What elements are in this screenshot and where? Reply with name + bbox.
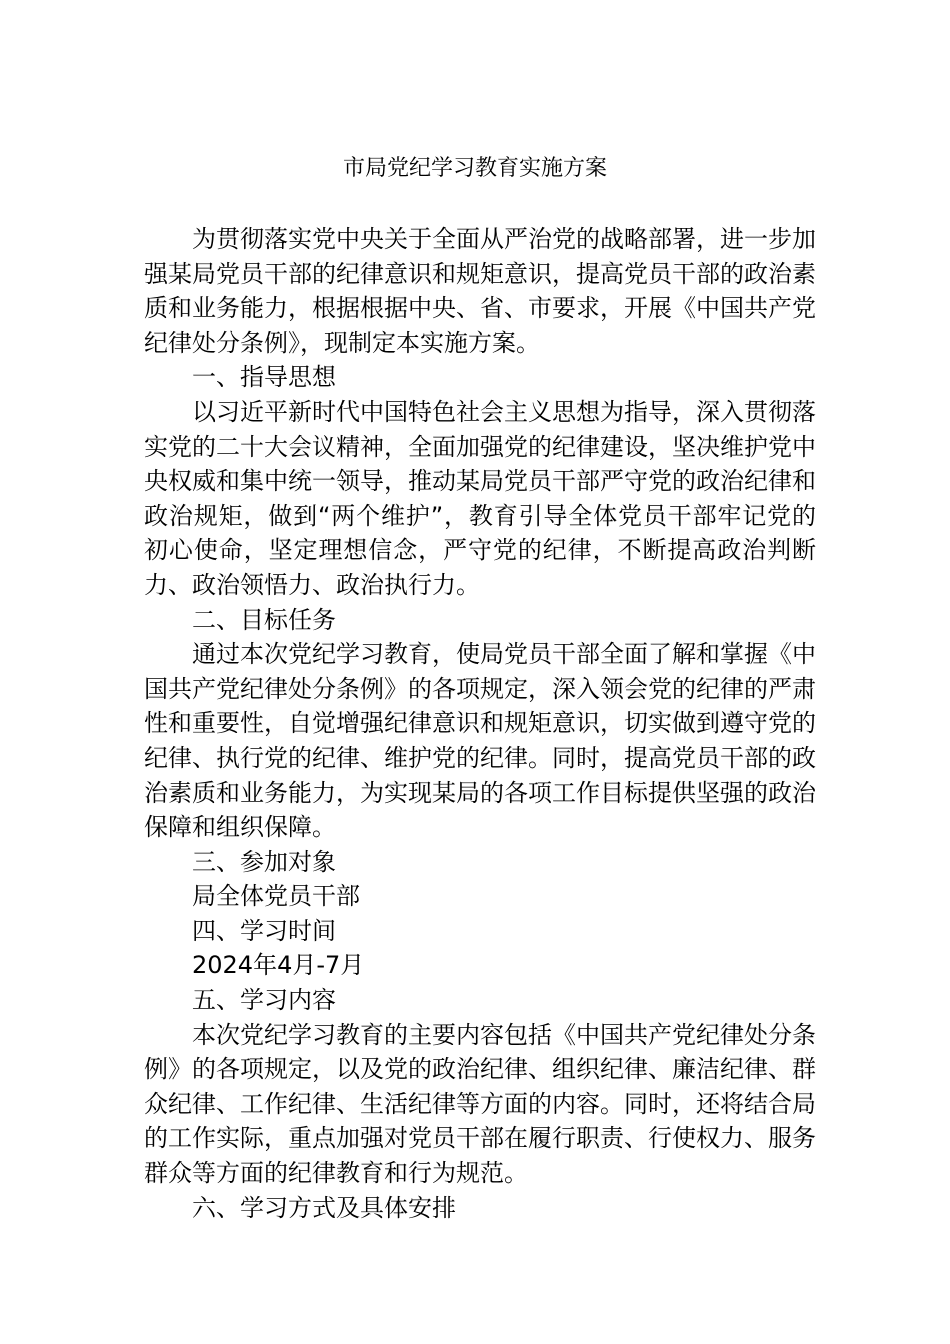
document-title: 市局党纪学习教育实施方案 <box>342 156 607 181</box>
document-body <box>144 222 816 1225</box>
section-heading-participants: 三、参加对象 <box>192 847 336 876</box>
intro-paragraph: 为贯彻落实党中央关于全面从严治党的战略部署，进一步加强某局党员干部的纪律意识和规矩意识，提高党员干部的政治素质和业务能力，根据根据中央、省、市要求，开展《中国共产党纪律处分条例》，现制定本实施方案。 <box>144 225 816 357</box>
section-heading-study-time: 四、学习时间 <box>192 916 336 945</box>
participants-paragraph: 局全体党员干部 <box>192 882 360 911</box>
study-content-paragraph: 本次党纪学习教育的主要内容包括《中国共产党纪律处分条例》的各项规定，以及党的政治纪律、组织纪律、廉洁纪律、群众纪律、工作纪律、生活纪律等方面的内容。同时，还将结合局的工作实际，重点加强对党员干部在履行职责、行使权力、服务群众等方面的纪律教育和行为规范。 <box>144 1020 816 1188</box>
guiding-thought-paragraph: 以习近平新时代中国特色社会主义思想为指导，深入贯彻落实党的二十大会议精神，全面加强党的纪律建设，坚决维护党中央权威和集中统一领导，推动某局党员干部严守党的政治纪律和政治规矩，做到“两个维护”，教育引导全体党员干部牢记党的初心使命，坚定理想信念，严守党的纪律，不断提高政治判断力、政治领悟力、政治执行力。 <box>144 397 816 599</box>
section-heading-guiding-thought: 一、指导思想 <box>192 363 336 392</box>
section-heading-goals: 二、目标任务 <box>192 605 336 634</box>
section-heading-study-content: 五、学习内容 <box>192 986 336 1015</box>
study-time-paragraph: 2024年4月-7月 <box>192 951 365 980</box>
goals-paragraph: 通过本次党纪学习教育，使局党员干部全面了解和掌握《中国共产党纪律处分条例》的各项规定，深入领会党的纪律的严肃性和重要性，自觉增强纪律意识和规矩意识，切实做到遵守党的纪律、执行党的纪律、维护党的纪律。同时，提高党员干部的政治素质和业务能力，为实现某局的各项工作目标提供坚强的政治保障和组织保障。 <box>144 640 816 842</box>
section-heading-study-method: 六、学习方式及具体安排 <box>192 1193 456 1222</box>
